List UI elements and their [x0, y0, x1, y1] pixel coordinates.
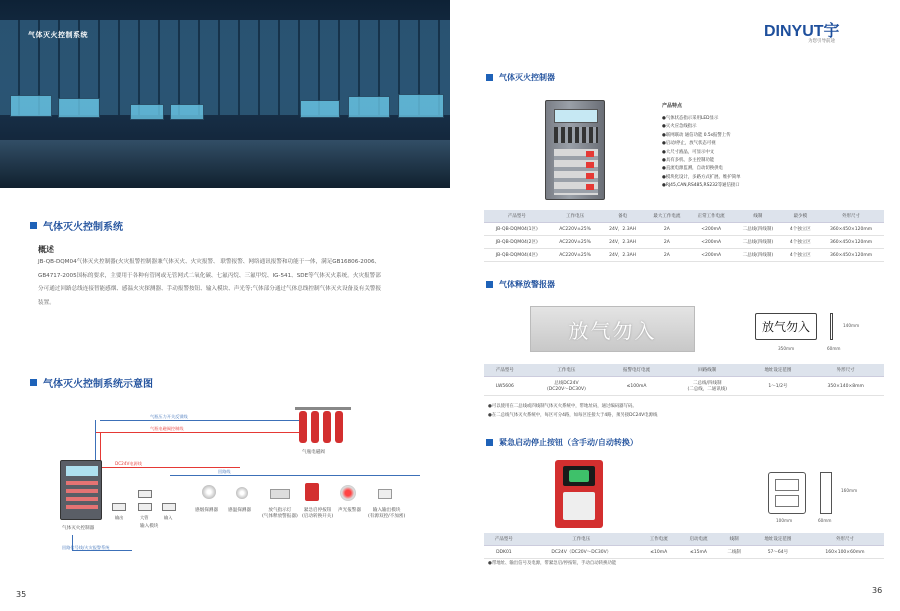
device-caption-strobe: 声光报警器: [338, 508, 361, 513]
table-row: JB-QB-DQM04(1区) AC220V±25% 24V，2.3AH 2A <200mA 二总线(四线制) 4个独立区 360×450×120mm: [484, 223, 884, 236]
bullet-square-icon: [30, 222, 37, 229]
button-notes: ●带地址、输出信号及电源，带紧急启/停按钮，手动自动转换功能: [488, 561, 617, 566]
controller-device: [60, 460, 102, 520]
controller-caption: 气体灭火控制器: [62, 526, 95, 531]
logo-subtitle: 为您引导前途: [808, 39, 835, 44]
button-drawing-side: [820, 472, 832, 514]
device-caption-button: 紧急启停按钮 (启动转换开关): [302, 508, 334, 519]
button-dim-height: 160mm: [841, 488, 858, 493]
table-header-row: 产品型号 工作电压 工作电流 启动电流 线制 地址设定范围 外形尺寸: [484, 533, 884, 546]
section-title-system: 气体灭火控制系统: [30, 218, 123, 233]
button-spec-table: [484, 533, 884, 559]
bullet-square-icon: [30, 379, 37, 386]
line-label-fire-alarm: 回路信号线/火灾报警系统: [62, 545, 110, 550]
controller-spec-table: [484, 210, 884, 262]
line-label-loop: 回路线: [218, 469, 231, 474]
line-label-solenoid: 气瓶电磁阀控制线: [150, 426, 184, 431]
feature-item: ●气体状态指示采用LED显示: [662, 116, 719, 121]
module-box-right: [162, 503, 176, 511]
feature-item: ●直流电源监测，自动切换供电: [662, 166, 723, 172]
section-title-button: 紧急启动停止按钮（含手动/自动转换）: [486, 437, 638, 448]
logo-text: DINYUT宇: [764, 23, 840, 40]
controller-product-image: [545, 100, 605, 200]
hero-image: [0, 0, 450, 188]
alarm-sign-side-view: [830, 313, 833, 340]
feature-item: ●启动/停止，放气状态可视: [662, 141, 716, 147]
device-caption-heat: 感温探测器: [228, 508, 251, 513]
button-dim-width: 100mm: [776, 518, 793, 523]
alarm-sign-photo: 放气勿入: [530, 306, 695, 352]
module-label-mid: 大管: [140, 515, 149, 520]
page-number-right: 36: [872, 586, 883, 595]
bullet-square-icon: [486, 74, 493, 81]
gas-cylinders: [295, 407, 355, 445]
section-title-alarm: 气体释放警报器: [486, 279, 555, 290]
features-heading: 产品特点: [662, 103, 683, 109]
smoke-detector-icon: [202, 485, 216, 499]
page-number-left: 35: [16, 590, 27, 599]
hero-title: 气体灭火控制系统: [28, 31, 88, 39]
dim-height: 140mm: [843, 323, 860, 328]
feature-item: ●灭火应急线指示: [662, 124, 697, 130]
bullet-square-icon: [486, 439, 493, 446]
table-row: JB-QB-DQM04(2区) AC220V±25% 24V，2.3AH 2A <200mA 二总线(四线制) 4个独立区 360×450×120mm: [484, 236, 884, 249]
device-caption-io: 输入输出模块 (有源双控/不加密): [368, 508, 406, 519]
button-dim-depth: 60mm: [818, 518, 832, 523]
feature-item: ●大尺寸液晶，可显示中文: [662, 149, 715, 155]
bullet-square-icon: [486, 281, 493, 288]
feature-item: ●联网联动 通信功能 0.5s报警上传: [662, 132, 731, 138]
alarm-notes: ●可以使用在二总线或四线制气体灭火系统中，带地址码，通过编码器写码。 ●在二总线气体灭火系统中，每区可分4路，如每区连接大于4路，须另接DC24V电源线: [488, 404, 658, 418]
heat-detector-icon: [236, 487, 248, 499]
device-caption-indicator: 放气指示灯 (气体释放警报器): [262, 508, 298, 519]
module-box-top: [138, 490, 152, 498]
cylinder-caption: 气瓶电磁阀: [302, 450, 325, 455]
section-title-controller: 气体灭火控制器: [486, 72, 555, 83]
feature-item: ●RJ45,CAN,RS485,RS232等通信接口: [662, 183, 740, 189]
io-module-icon: [378, 489, 392, 499]
module-label-left: 输出: [115, 515, 124, 520]
table-row: JB-QB-DQM04(4区) AC220V±25% 24V，2.3AH 2A <200mA 二总线(四线制) 4个独立区 360×450×120mm: [484, 249, 884, 262]
button-drawing-front: [768, 472, 806, 514]
module-box-mid: [138, 503, 152, 511]
table-row: LW5606 总线DC24V (DC20V～DC30V) ≤100mA 二总线/四线制 (二总线，二通讯线) 1～1/2号 350×140×8mm: [484, 377, 884, 396]
module-box-left: [112, 503, 126, 511]
alarm-spec-table: [484, 364, 884, 396]
overview-text: JB-QB-DQM04气体灭火控制器(火灾报警控制器兼气体灭火、火灾报警、 联警报警、网络通讯报警和功能于一体，满足GB16806-2006、 GB4717-2005国标的要求，主要用于各种有管网或无管网式二氧化碳、七氟丙烷、三氟甲烷、IG-541、SDE等气体灭火系统。火灾报警部 分可通过回路总线连接智能感烟、感温火灾探测器、手动报警按钮、输入模块、声光等;气体部分通过气体总线控制气体灭火设备及有关警报 装置。: [38, 259, 382, 306]
overview-heading: 概述: [38, 245, 54, 254]
features-list: [662, 115, 882, 191]
strobe-alarm-icon: [340, 485, 356, 501]
line-label-power: DC24V电源线: [115, 461, 142, 466]
alarm-sign-drawing: 放气勿入: [755, 313, 817, 340]
table-header-row: 产品型号 工作电压 报警电灯电流 回路线制 地址设定范围 外形尺寸: [484, 364, 884, 377]
device-caption-smoke: 感烟探测器: [195, 508, 218, 513]
emergency-button-photo: [555, 460, 603, 528]
line-label-feedback: 气瓶压力开关反馈线: [150, 414, 188, 419]
release-indicator-icon: [270, 489, 290, 499]
dim-width: 350mm: [778, 346, 795, 351]
feature-item: ●模块化设计，多路方式扩展、维护简单: [662, 174, 741, 180]
table-row: DDK01 DC24V（DC20V～DC30V） ≤10mA ≤15mA 二线制 57～64号 160×100×60mm: [484, 546, 884, 559]
feature-item: ●具有多机、多主控制功能: [662, 158, 715, 164]
table-header-row: 产品型号 工作电压 备电 最大工作电流 正常工作电流 线制 最少模 外形尺寸: [484, 210, 884, 223]
module-caption: 输入模块: [140, 524, 159, 529]
dim-depth: 60mm: [827, 346, 841, 351]
module-label-right: 输入: [164, 515, 173, 520]
section-title-diagram: 气体灭火控制系统示意图: [30, 375, 153, 390]
system-diagram: [40, 395, 440, 565]
emergency-button-icon: [305, 483, 319, 501]
